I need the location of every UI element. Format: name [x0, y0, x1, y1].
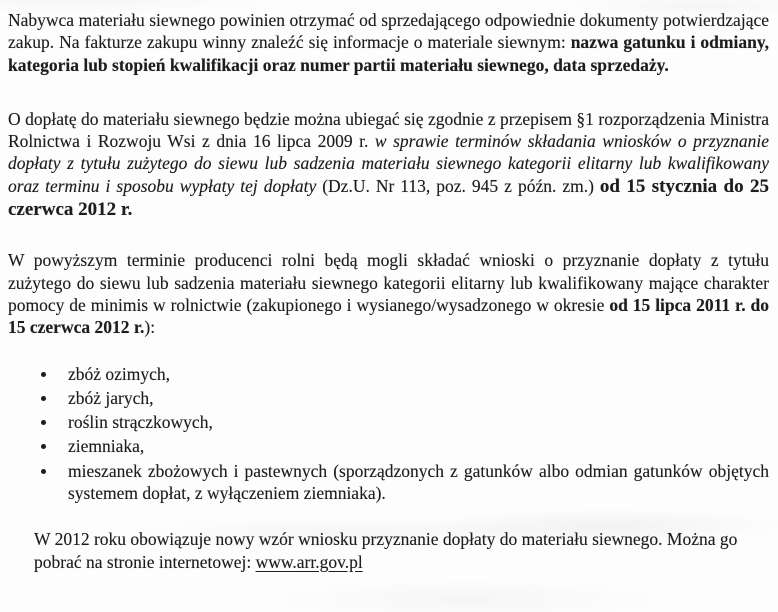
text-run-bold-application-period: od 15 stycznia do 25 czerwca 2012 r. [8, 175, 769, 221]
text-run-journal-reference: (Dz.U. Nr 113, poz. 945 z późn. zm.) [316, 175, 600, 196]
list-item-legumes: roślin strączkowych, [8, 411, 769, 433]
text-run-italic-regulation-title: w sprawie terminów składania wniosków o przyznanie dopłaty z tytułu zużytego do siewu lub sadzenia materiału siewnego kategorii elitarny lub kwalifikowany oraz terminu i sposobu wypłaty tej dopłaty [8, 131, 769, 196]
list-item-winter-cereals: zbóż ozimych, [8, 363, 769, 385]
text-run: O dopłatę do materiału siewnego będzie można ubiegać się zgodnie z przepisem §1 rozporządzenia Ministra Rolnictwa i Rozwoju Wsi z dnia 16 lipca 2009 r. [8, 108, 769, 152]
text-run-bold-invoice-details: nazwa gatunku i odmiany, kategoria lub stopień kwalifikacji oraz numer partii materiału siewnego, data sprzedaży. [8, 32, 769, 75]
paragraph-purchase-documents [8, 9, 769, 76]
list-item-mixtures: mieszanek zbożowych i pastewnych (sporządzonych z gatunków albo odmian gatunków objętych systemem dopłat, z wyłączeniem ziemniaka). [8, 460, 769, 505]
text-run: W powyższym terminie producenci rolni będą mogli składać wnioski o przyznanie dopłaty z tytułu zużytego do siewu lub sadzenia materiału siewnego kategorii elitarny lub kwalifikowany mające charakter pomocy de minimis w rolnictwie (zakupionego i wysianego/wysadzonego w okresie [8, 250, 769, 315]
text-run-bold-sowing-period: od 15 lipca 2011 r. do 15 czerwca 2012 r. [8, 294, 769, 338]
arr-website-url: www.arr.gov.pl [255, 551, 363, 572]
paragraph-new-form-download [34, 528, 769, 573]
list-item-spring-cereals: zbóż jarych, [8, 387, 769, 409]
paragraph-regulation-deadline [8, 108, 769, 221]
text-run: Nabywca materiału siewnego powinien otrzymać od sprzedającego odpowiednie dokumenty potwierdzające zakup. Na fakturze zakupu winny znaleźć się informacje o materiale siewnym: [8, 10, 769, 53]
text-run: W 2012 roku obowiązuje nowy wzór wniosku przyznanie dopłaty do materiału siewnego. Można go pobrać na stronie internetowej: [34, 529, 738, 572]
paragraph-application-conditions [8, 249, 769, 338]
text-run: ): [144, 317, 156, 338]
list-item-potato: ziemniaka, [8, 435, 769, 457]
eligible-crops-list [8, 363, 769, 505]
